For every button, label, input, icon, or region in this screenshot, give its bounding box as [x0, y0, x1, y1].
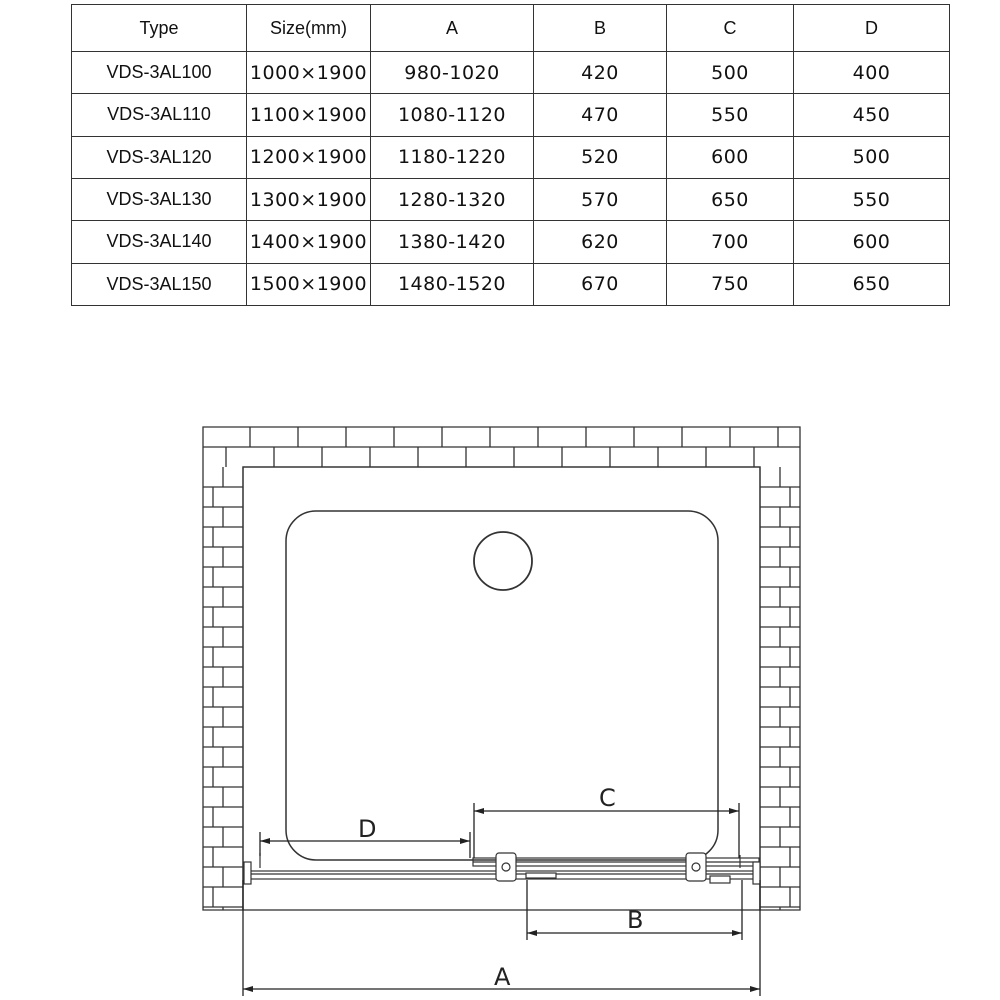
cell-c: 700: [667, 221, 794, 263]
cell-b: 520: [534, 136, 667, 178]
cell-size: 1100×1900: [247, 94, 371, 136]
cell-size: 1300×1900: [247, 178, 371, 220]
shower-tray: [243, 467, 760, 910]
stopper: [526, 873, 556, 878]
drain: [474, 532, 532, 590]
cell-type: VDS-3AL140: [72, 221, 247, 263]
cell-b: 620: [534, 221, 667, 263]
dim-c-label: C: [599, 784, 616, 812]
cell-type: VDS-3AL120: [72, 136, 247, 178]
cell-type: VDS-3AL130: [72, 178, 247, 220]
cell-b: 570: [534, 178, 667, 220]
cell-b: 670: [534, 263, 667, 305]
cell-c: 500: [667, 52, 794, 94]
roller-right: [686, 853, 706, 881]
tray-basin: [286, 511, 718, 860]
cell-c: 650: [667, 178, 794, 220]
door-handle: [710, 876, 730, 883]
cell-a: 1480-1520: [371, 263, 534, 305]
cell-c: 750: [667, 263, 794, 305]
dim-d-label: D: [358, 815, 377, 843]
header-a: A: [371, 5, 534, 52]
cell-type: VDS-3AL110: [72, 94, 247, 136]
header-c: C: [667, 5, 794, 52]
wall-profile-right: [753, 862, 760, 884]
cell-size: 1400×1900: [247, 221, 371, 263]
cell-d: 400: [794, 52, 950, 94]
cell-c: 600: [667, 136, 794, 178]
cell-a: 1280-1320: [371, 178, 534, 220]
tray-outer: [243, 467, 760, 910]
cell-b: 420: [534, 52, 667, 94]
cell-type: VDS-3AL100: [72, 52, 247, 94]
cell-a: 1080-1120: [371, 94, 534, 136]
door-track: [244, 853, 760, 884]
wall-profile-left: [244, 862, 251, 884]
cell-type: VDS-3AL150: [72, 263, 247, 305]
cell-c: 550: [667, 94, 794, 136]
cell-d: 600: [794, 221, 950, 263]
cell-size: 1500×1900: [247, 263, 371, 305]
brick-wall: [203, 427, 800, 910]
header-b: B: [534, 5, 667, 52]
dim-b-label: B: [627, 906, 644, 934]
cell-d: 450: [794, 94, 950, 136]
header-size: Size(mm): [247, 5, 371, 52]
cell-b: 470: [534, 94, 667, 136]
cell-a: 1380-1420: [371, 221, 534, 263]
cell-a: 980-1020: [371, 52, 534, 94]
cell-a: 1180-1220: [371, 136, 534, 178]
wall-outline: [203, 427, 800, 910]
cell-d: 500: [794, 136, 950, 178]
cell-size: 1200×1900: [247, 136, 371, 178]
roller-left: [496, 853, 516, 881]
header-d: D: [794, 5, 950, 52]
header-type: Type: [72, 5, 247, 52]
cell-d: 550: [794, 178, 950, 220]
dim-a-label: A: [494, 963, 511, 991]
cell-d: 650: [794, 263, 950, 305]
cell-size: 1000×1900: [247, 52, 371, 94]
